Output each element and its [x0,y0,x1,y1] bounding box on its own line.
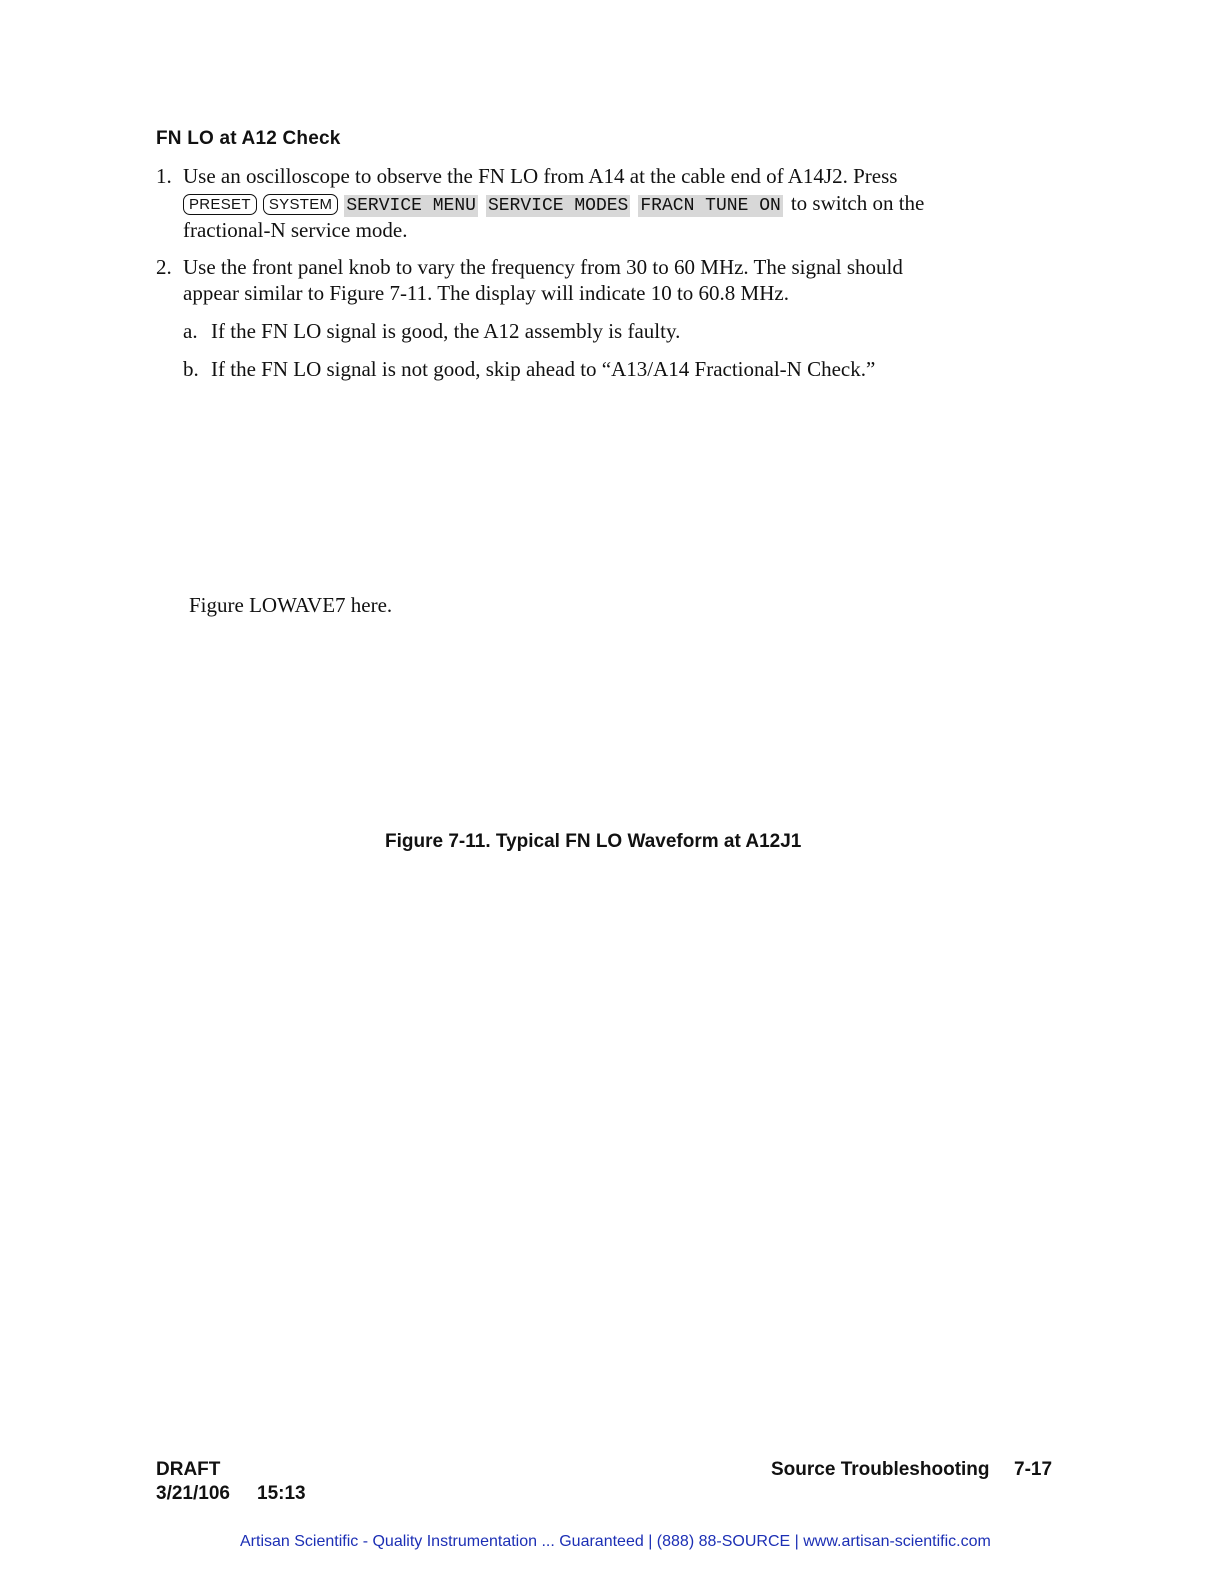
step-text-line: Use the front panel knob to vary the frequency from 30 to 60 MHz. The signal should [183,255,903,279]
substep-text: If the FN LO signal is good, the A12 assembly is faulty. [211,319,681,343]
section-title: FN LO at A12 Check [156,128,341,149]
footer-draft-label: DRAFT [156,1459,221,1480]
substep-letter: b. [183,357,199,381]
substep-text: If the FN LO signal is not good, skip ahead to “A13/A14 Fractional-N Check.” [211,357,876,381]
system-key: SYSTEM [263,194,338,215]
substep-letter: a. [183,319,198,343]
step-text-line: appear similar to Figure 7-11. The display will indicate 10 to 60.8 MHz. [183,281,789,305]
key-sequence-line [183,190,924,217]
footer-section-name: Source Troubleshooting [771,1459,990,1480]
figure-caption: Figure 7-11. Typical FN LO Waveform at A12J1 [385,831,802,852]
step-number: 1. [156,164,172,188]
footer-time: 15:13 [257,1483,306,1504]
service-menu-softkey: SERVICE MENU [346,196,476,216]
preset-key: PRESET [183,194,257,215]
advert-link[interactable]: Artisan Scientific - Quality Instrumentation ... Guaranteed | (888) 88-SOURCE | www.artisan-scientific.com [240,1533,991,1550]
fracn-tune-on-softkey: FRACN TUNE ON [640,196,781,216]
step-text-tail: to switch on the [790,191,925,215]
step-text-line: fractional-N service mode. [183,218,408,242]
step-text-line: Use an oscilloscope to observe the FN LO from A14 at the cable end of A14J2. Press [183,164,898,188]
footer-date: 3/21/106 [156,1483,230,1504]
footer-page-number: 7-17 [1014,1459,1053,1480]
service-modes-softkey: SERVICE MODES [487,196,629,216]
step-number: 2. [156,255,172,279]
figure-placeholder: Figure LOWAVE7 here. [189,593,393,617]
